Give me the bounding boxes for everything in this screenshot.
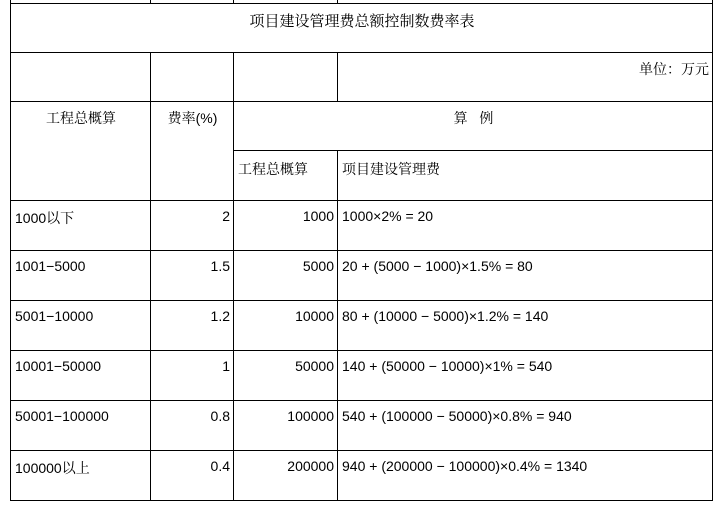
table-row [11,401,713,451]
empty-cell [11,53,151,102]
cell-range: 10001−50000 [11,351,151,401]
cell-rate: 1.2 [151,301,234,351]
header-rate: 费率(%) [151,102,234,201]
cell-rate: 2 [151,201,234,251]
table-row-unit [11,53,713,102]
cell-budget: 50000 [234,351,338,401]
fee-rate-table [10,0,713,501]
cell-budget: 200000 [234,451,338,501]
cell-rate: 1 [151,351,234,401]
cell-formula: 940 + (200000 − 100000)×0.4% = 1340 [338,451,713,501]
empty-cell [151,53,234,102]
table-row [11,301,713,351]
header-budget-range: 工程总概算 [11,102,151,201]
cell-budget: 10000 [234,301,338,351]
header-example-budget: 工程总概算 [234,151,338,201]
cell-range: 50001−100000 [11,401,151,451]
table-row-header [11,102,713,151]
cell-rate: 1.5 [151,251,234,301]
table-row [11,251,713,301]
cell-formula: 540 + (100000 − 50000)×0.8% = 940 [338,401,713,451]
cell-formula: 20 + (5000 − 1000)×1.5% = 80 [338,251,713,301]
cell-rate: 0.4 [151,451,234,501]
cell-rate: 0.8 [151,401,234,451]
cell-formula: 1000×2% = 20 [338,201,713,251]
table-title: 项目建设管理费总额控制数费率表 [11,4,713,53]
cell-range: 5001−10000 [11,301,151,351]
cell-range: 1000以下 [11,201,151,251]
cell-range: 1001−5000 [11,251,151,301]
cell-budget: 5000 [234,251,338,301]
table-row [11,351,713,401]
table-row [11,201,713,251]
unit-note: 单位：万元 [338,53,713,102]
cell-budget: 1000 [234,201,338,251]
cell-range: 100000以上 [11,451,151,501]
table-row [11,451,713,501]
header-example-group: 算 例 [234,102,713,151]
header-example-fee: 项目建设管理费 [338,151,713,201]
cell-budget: 100000 [234,401,338,451]
empty-cell [234,53,338,102]
table-row-title [11,4,713,53]
cell-formula: 80 + (10000 − 5000)×1.2% = 140 [338,301,713,351]
cell-formula: 140 + (50000 − 10000)×1% = 540 [338,351,713,401]
